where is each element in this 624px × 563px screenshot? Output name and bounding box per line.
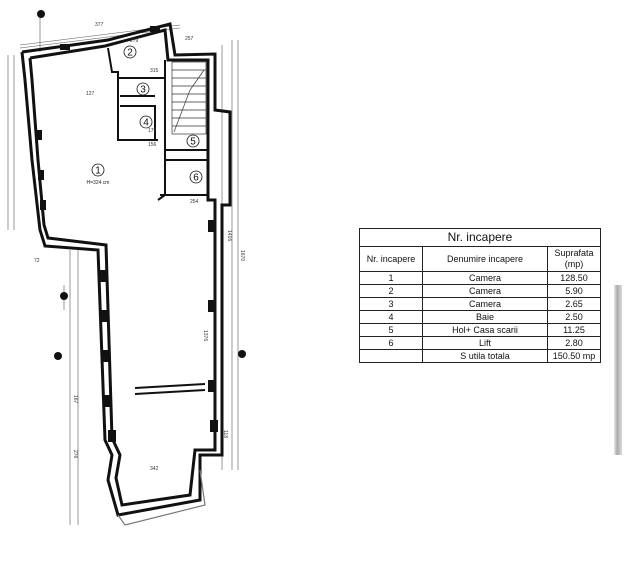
room-area-table <box>359 228 601 363</box>
row-area: 128.50 <box>548 272 601 285</box>
dim-13: 342 <box>150 466 159 472</box>
row-nr: 5 <box>360 324 423 337</box>
row-nr: 4 <box>360 311 423 324</box>
dim-9: 1416 <box>226 230 232 242</box>
total-spacer <box>360 350 423 363</box>
header-area: Suprafata (mp) <box>548 247 601 272</box>
room-markers <box>92 46 202 183</box>
staircase <box>172 62 206 134</box>
total-label: S utila totala <box>423 350 548 363</box>
row-area: 5.90 <box>548 285 601 298</box>
room-label-6: 6 <box>193 172 199 184</box>
row-name: Camera <box>423 298 548 311</box>
table-row <box>360 285 601 298</box>
table-title: Nr. incapere <box>360 229 601 247</box>
dim-11: 1376 <box>202 330 208 342</box>
page-edge-shadow <box>614 285 622 455</box>
room-label-2: 2 <box>127 47 133 59</box>
room-label-4: 4 <box>143 117 149 129</box>
table-row <box>360 311 601 324</box>
dim-3: 257 <box>185 36 194 42</box>
row-area: 11.25 <box>548 324 601 337</box>
row-nr: 3 <box>360 298 423 311</box>
table-row <box>360 337 601 350</box>
row-name: Lift <box>423 337 548 350</box>
row-name: Baie <box>423 311 548 324</box>
dim-4: 315 <box>150 68 159 74</box>
dim-2: 279 <box>130 38 139 44</box>
header-nr: Nr. incapere <box>360 247 423 272</box>
dim-7: 179 <box>148 128 157 134</box>
room-label-5: 5 <box>190 136 196 148</box>
partitions <box>108 48 208 394</box>
dim-6: 156 <box>148 142 157 148</box>
table-row <box>360 298 601 311</box>
row-name: Hol+ Casa scarii <box>423 324 548 337</box>
height-note: H=324 cm <box>86 180 110 186</box>
total-value: 150.50 mp <box>548 350 601 363</box>
walls <box>22 24 230 515</box>
dim-10: 1670 <box>239 250 245 262</box>
row-nr: 6 <box>360 337 423 350</box>
room-label-1: 1 <box>95 165 101 177</box>
row-area: 2.50 <box>548 311 601 324</box>
room-label-3: 3 <box>140 84 146 96</box>
row-area: 2.65 <box>548 298 601 311</box>
dim-5: 127 <box>86 91 95 97</box>
row-name: Camera <box>423 272 548 285</box>
dimension-lines <box>8 14 238 525</box>
header-name: Denumire incapere <box>423 247 548 272</box>
dim-1: 377 <box>95 22 104 28</box>
dim-8: 254 <box>190 199 199 205</box>
row-nr: 1 <box>360 272 423 285</box>
table-row <box>360 272 601 285</box>
row-nr: 2 <box>360 285 423 298</box>
dim-12: 276 <box>72 450 78 459</box>
row-area: 2.80 <box>548 337 601 350</box>
table-row <box>360 324 601 337</box>
total-row <box>360 350 601 363</box>
row-name: Camera <box>423 285 548 298</box>
dim-14: 167 <box>72 395 78 404</box>
dim-15: 118 <box>222 430 228 438</box>
dim-16: 72 <box>34 258 40 264</box>
